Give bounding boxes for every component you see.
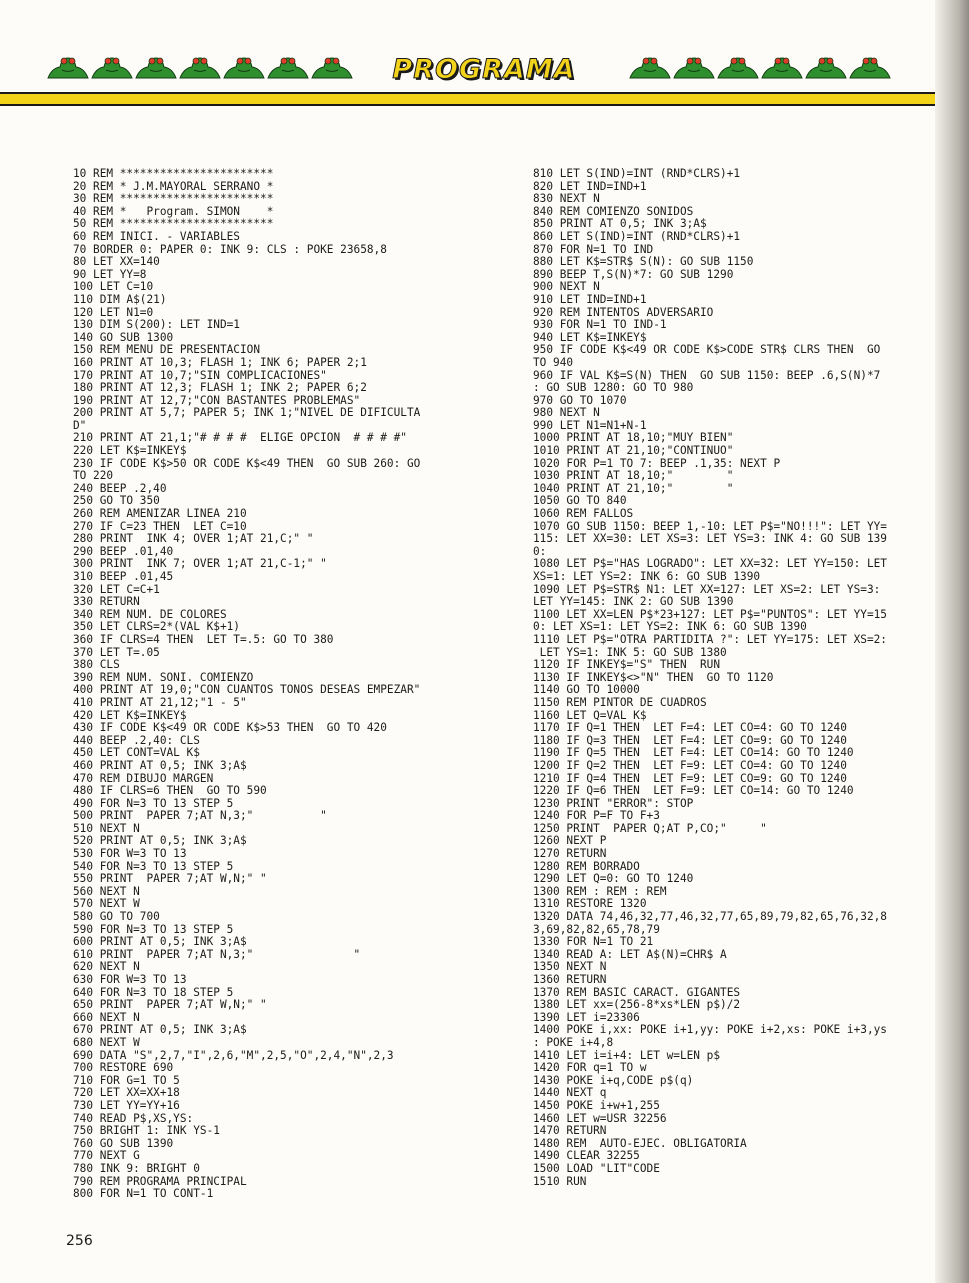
code-line: 550 PRINT PAPER 7;AT W,N;" " (73, 872, 267, 886)
code-line: 1050 GO TO 840 (533, 494, 627, 508)
code-line: 240 BEEP .2,40 (73, 481, 167, 495)
code-line: 940 LET K$=INKEY$ (533, 330, 647, 344)
frog-icon (628, 52, 672, 80)
code-line: 930 FOR N=1 TO IND-1 (533, 318, 667, 332)
code-line: 1140 GO TO 10000 (533, 683, 640, 697)
code-line: 1210 IF Q=4 THEN LET F=9: LET CO=9: GO TO 1240 (533, 771, 847, 785)
code-line: 1070 GO SUB 1150: BEEP 1,-10: LET P$="NO!!!": LET YY= (533, 519, 887, 533)
code-line: 380 CLS (73, 658, 120, 672)
page-number: 256 (66, 1233, 93, 1249)
code-line: 820 LET IND=IND+1 (533, 179, 647, 193)
frog-icon (266, 52, 310, 80)
code-line: 530 FOR W=3 TO 13 (73, 847, 187, 861)
code-line: 1330 FOR N=1 TO 21 (533, 935, 654, 949)
code-line: 1030 PRINT AT 18,10;" " (533, 469, 734, 483)
code-line: 140 GO SUB 1300 (73, 330, 174, 344)
code-line: 1490 CLEAR 32255 (533, 1149, 640, 1163)
code-line: 730 LET YY=YY+16 (73, 1098, 180, 1112)
code-line: 370 LET T=.05 (73, 645, 160, 659)
code-line: 1360 RETURN (533, 973, 607, 986)
code-line: 1430 POKE i+q,CODE p$(q) (533, 1073, 694, 1087)
code-listing-right (533, 168, 887, 1188)
code-line: 470 REM DIBUJO MARGEN (73, 771, 214, 785)
code-line: 1480 REM AUTO-EJEC. OBLIGATORIA (533, 1136, 747, 1150)
code-line: 80 LET XX=140 (73, 255, 160, 269)
code-line: 1460 LET w=USR 32256 (533, 1111, 667, 1125)
code-line: 360 IF CLRS=4 THEN LET T=.5: GO TO 380 (73, 632, 334, 646)
code-line: LET YS=1: INK 5: GO SUB 1380 (533, 645, 727, 659)
code-line: 40 REM * Program. SIMON * (73, 204, 274, 218)
code-line: 640 FOR N=3 TO 18 STEP 5 (73, 985, 234, 999)
code-line: 1370 REM BASIC CARACT. GIGANTES (533, 985, 741, 999)
code-line: 1280 REM BORRADO (533, 859, 640, 873)
code-line: 920 REM INTENTOS ADVERSARIO (533, 305, 714, 319)
code-line: 700 RESTORE 690 (73, 1061, 174, 1075)
code-line: 780 INK 9: BRIGHT 0 (73, 1161, 200, 1175)
code-line: 510 NEXT N (73, 821, 140, 835)
code-line: 420 LET K$=INKEY$ (73, 708, 187, 722)
code-line: 540 FOR N=3 TO 13 STEP 5 (73, 859, 234, 873)
code-line: LET YY=145: INK 2: GO SUB 1390 (533, 595, 734, 609)
code-line: 980 NEXT N (533, 406, 600, 420)
code-line: 70 BORDER 0: PAPER 0: INK 9: CLS : POKE 23658,8 (73, 242, 387, 256)
code-line: 280 PRINT INK 4; OVER 1;AT 21,C;" " (73, 532, 314, 546)
frog-row-left (46, 52, 354, 80)
code-line: 390 REM NUM. SONI. COMIENZO (73, 670, 254, 684)
code-line: 100 LET C=10 (73, 280, 154, 294)
code-line: 1500 LOAD "LIT"CODE (533, 1161, 660, 1175)
code-line: 810 LET S(IND)=INT (RND*CLRS)+1 (533, 167, 741, 180)
code-line: 1060 REM FALLOS (533, 507, 634, 521)
code-line: 130 DIM S(200): LET IND=1 (73, 318, 240, 332)
code-line: D" (73, 418, 87, 432)
code-line: 1340 READ A: LET A$(N)=CHR$ A (533, 947, 727, 961)
frog-icon (716, 52, 760, 80)
code-line: 1230 PRINT "ERROR": STOP (533, 796, 694, 810)
code-line: TO 940 (533, 355, 574, 369)
code-line: 210 PRINT AT 21,1;"# # # # ELIGE OPCION # # # #" (73, 431, 407, 445)
code-line: 10 REM *********************** (73, 167, 274, 180)
code-line: 1250 PRINT PAPER Q;AT P,CO;" " (533, 821, 767, 835)
code-line: 750 BRIGHT 1: INK YS-1 (73, 1124, 220, 1138)
code-line: 30 REM *********************** (73, 192, 274, 206)
code-line: 1510 RUN (533, 1174, 587, 1188)
code-line: 150 REM MENU DE PRESENTACION (73, 343, 261, 357)
code-line: 740 READ P$,XS,YS: (73, 1111, 194, 1125)
code-line: 1180 IF Q=3 THEN LET F=4: LET CO=9: GO TO 1240 (533, 733, 847, 747)
code-line: 560 NEXT N (73, 884, 140, 898)
code-line: 320 LET C=C+1 (73, 582, 160, 596)
code-line: 310 BEEP .01,45 (73, 570, 174, 583)
code-line: 1010 PRINT AT 21,10;"CONTINUO" (533, 444, 734, 458)
code-line: 790 REM PROGRAMA PRINCIPAL (73, 1174, 247, 1188)
code-line: 490 FOR N=3 TO 13 STEP 5 (73, 796, 234, 810)
code-line: 1020 FOR P=1 TO 7: BEEP .1,35: NEXT P (533, 456, 781, 470)
frog-icon (848, 52, 892, 80)
programa-logo: PROGRAMA (392, 53, 576, 85)
code-line: 1270 RETURN (533, 847, 607, 861)
code-line: 890 BEEP T,S(N)*7: GO SUB 1290 (533, 267, 734, 281)
code-line: 1000 PRINT AT 18,10;"MUY BIEN" (533, 431, 734, 445)
code-line: 340 REM NUM. DE COLORES (73, 607, 227, 621)
code-line: 950 IF CODE K$<49 OR CODE K$>CODE STR$ CLRS THEN GO (533, 343, 881, 357)
code-line: 1450 POKE i+w+1,255 (533, 1098, 660, 1112)
code-line: 830 NEXT N (533, 192, 600, 206)
code-line: 620 NEXT N (73, 960, 140, 974)
code-line: 990 LET N1=N1+N-1 (533, 418, 647, 432)
code-line: 1220 IF Q=6 THEN LET F=9: LET CO=14: GO TO 1240 (533, 784, 854, 798)
code-line: 480 IF CLRS=6 THEN GO TO 590 (73, 784, 267, 798)
code-line: 500 PRINT PAPER 7;AT N,3;" " (73, 809, 327, 823)
code-line: 170 PRINT AT 10,7;"SIN COMPLICACIONES" (73, 368, 327, 382)
code-line: 330 RETURN (73, 595, 140, 609)
code-line: 760 GO SUB 1390 (73, 1136, 174, 1150)
code-line: 110 DIM A$(21) (73, 292, 167, 306)
code-line: 1200 IF Q=2 THEN LET F=9: LET CO=4: GO TO 1240 (533, 758, 847, 772)
code-line: 1080 LET P$="HAS LOGRADO": LET XX=32: LET YY=150: LET (533, 557, 887, 571)
code-line: 230 IF CODE K$>50 OR CODE K$<49 THEN GO SUB 260: GO (73, 456, 421, 470)
code-line: 630 FOR W=3 TO 13 (73, 973, 187, 986)
code-line: 1110 LET P$="OTRA PARTIDITA ?": LET YY=175: LET XS=2: (533, 632, 887, 646)
code-line: 0: (533, 544, 547, 558)
code-line: 860 LET S(IND)=INT (RND*CLRS)+1 (533, 229, 741, 243)
code-line: 200 PRINT AT 5,7; PAPER 5; INK 1;"NIVEL DE DIFICULTA (73, 406, 421, 420)
frog-icon (134, 52, 178, 80)
frog-icon (90, 52, 134, 80)
frog-icon (804, 52, 848, 80)
frog-icon (310, 52, 354, 80)
code-line: 1320 DATA 74,46,32,77,46,32,77,65,89,79,82,65,76,32,8 (533, 910, 887, 924)
code-line: 850 PRINT AT 0,5; INK 3;A$ (533, 217, 707, 231)
code-line: TO 220 (73, 469, 114, 483)
code-line: 50 REM *********************** (73, 217, 274, 231)
code-line: 570 NEXT W (73, 897, 140, 911)
code-line: 710 FOR G=1 TO 5 (73, 1073, 180, 1087)
code-line: 250 GO TO 350 (73, 494, 160, 508)
frog-icon (178, 52, 222, 80)
code-line: 1170 IF Q=1 THEN LET F=4: LET CO=4: GO TO 1240 (533, 721, 847, 735)
code-line: 1410 LET i=i+4: LET w=LEN p$ (533, 1048, 721, 1062)
code-line: 1150 REM PINTOR DE CUADROS (533, 695, 707, 709)
code-line: 220 LET K$=INKEY$ (73, 444, 187, 458)
code-line: 1420 FOR q=1 TO w (533, 1061, 647, 1075)
code-line: 60 REM INICI. - VARIABLES (73, 229, 240, 243)
code-line: 260 REM AMENIZAR LINEA 210 (73, 507, 247, 521)
code-line: 20 REM * J.M.MAYORAL SERRANO * (73, 179, 274, 193)
code-line: 350 LET CLRS=2*(VAL K$+1) (73, 620, 240, 634)
frog-icon (760, 52, 804, 80)
code-line: 300 PRINT INK 7; OVER 1;AT 21,C-1;" " (73, 557, 327, 571)
code-listing-left (73, 168, 420, 1201)
code-line: 1400 POKE i,xx: POKE i+1,yy: POKE i+2,xs: POKE i+3,ys (533, 1023, 887, 1037)
code-line: 720 LET XX=XX+18 (73, 1086, 180, 1100)
code-line: 690 DATA "S",2,7,"I",2,6,"M",2,5,"O",2,4,"N",2,3 (73, 1048, 394, 1062)
code-line: 1300 REM : REM : REM (533, 884, 667, 898)
header-divider-bar (0, 92, 935, 106)
code-line: 0: LET XS=1: LET YS=2: INK 6: GO SUB 1390 (533, 620, 807, 634)
code-line: 670 PRINT AT 0,5; INK 3;A$ (73, 1023, 247, 1037)
code-line: 910 LET IND=IND+1 (533, 292, 647, 306)
code-line: 1190 IF Q=5 THEN LET F=4: LET CO=14: GO TO 1240 (533, 746, 854, 760)
code-line: : POKE i+4,8 (533, 1035, 614, 1049)
code-line: 1260 NEXT P (533, 834, 607, 848)
code-line: 1290 LET Q=0: GO TO 1240 (533, 872, 694, 886)
code-line: 880 LET K$=STR$ S(N): GO SUB 1150 (533, 255, 754, 269)
code-line: 1440 NEXT q (533, 1086, 607, 1100)
code-line: 1350 NEXT N (533, 960, 607, 974)
code-line: 160 PRINT AT 10,3; FLASH 1; INK 6; PAPER 2;1 (73, 355, 367, 369)
code-line: 900 NEXT N (533, 280, 600, 294)
code-line: 430 IF CODE K$<49 OR CODE K$>53 THEN GO TO 420 (73, 721, 387, 735)
frog-icon (672, 52, 716, 80)
code-line: 270 IF C=23 THEN LET C=10 (73, 519, 247, 533)
frog-icon (46, 52, 90, 80)
code-line: 1130 IF INKEY$<>"N" THEN GO TO 1120 (533, 670, 774, 684)
code-line: 650 PRINT PAPER 7;AT W,N;" " (73, 998, 267, 1012)
code-line: 870 FOR N=1 TO IND (533, 242, 654, 256)
frog-icon (222, 52, 266, 80)
code-line: 660 NEXT N (73, 1010, 140, 1024)
code-line: 520 PRINT AT 0,5; INK 3;A$ (73, 834, 247, 848)
code-line: 1090 LET P$=STR$ N1: LET XX=127: LET XS=2: LET YS=3: (533, 582, 881, 596)
code-line: 1100 LET XX=LEN P$*23+127: LET P$="PUNTOS": LET YY=15 (533, 607, 887, 621)
page-header (0, 52, 935, 107)
code-line: 400 PRINT AT 19,0;"CON CUANTOS TONOS DESEAS EMPEZAR" (73, 683, 421, 697)
code-line: 1160 LET Q=VAL K$ (533, 708, 647, 722)
code-line: 770 NEXT G (73, 1149, 140, 1163)
code-line: 120 LET N1=0 (73, 305, 154, 319)
code-line: 115: LET XX=30: LET XS=3: LET YS=3: INK 4: GO SUB 139 (533, 532, 887, 546)
code-line: 1120 IF INKEY$="S" THEN RUN (533, 658, 721, 672)
code-line: 800 FOR N=1 TO CONT-1 (73, 1187, 214, 1201)
code-line: 290 BEEP .01,40 (73, 544, 174, 558)
page-gutter-shadow (935, 0, 969, 1283)
code-line: 580 GO TO 700 (73, 910, 160, 924)
code-line: 610 PRINT PAPER 7;AT N,3;" " (73, 947, 361, 961)
code-line: 1040 PRINT AT 21,10;" " (533, 481, 734, 495)
code-line: : GO SUB 1280: GO TO 980 (533, 381, 694, 395)
frog-row-right (628, 52, 892, 80)
code-line: 1390 LET i=23306 (533, 1010, 640, 1024)
code-line: 460 PRINT AT 0,5; INK 3;A$ (73, 758, 247, 772)
code-line: 440 BEEP .2,40: CLS (73, 733, 200, 747)
code-line: 680 NEXT W (73, 1035, 140, 1049)
code-line: 970 GO TO 1070 (533, 393, 627, 407)
code-line: 960 IF VAL K$=S(N) THEN GO SUB 1150: BEEP .6,S(N)*7 (533, 368, 881, 382)
code-line: 180 PRINT AT 12,3; FLASH 1; INK 2; PAPER 6;2 (73, 381, 367, 395)
code-line: 410 PRINT AT 21,12;"1 - 5" (73, 695, 247, 709)
code-line: 1240 FOR P=F TO F+3 (533, 809, 660, 823)
code-line: 590 FOR N=3 TO 13 STEP 5 (73, 922, 234, 936)
code-line: 190 PRINT AT 12,7;"CON BASTANTES PROBLEMAS" (73, 393, 361, 407)
code-line: 90 LET YY=8 (73, 267, 147, 281)
code-line: 1310 RESTORE 1320 (533, 897, 647, 911)
code-line: 1380 LET xx=(256-8*xs*LEN p$)/2 (533, 998, 741, 1012)
code-line: 840 REM COMIENZO SONIDOS (533, 204, 694, 218)
code-line: 1470 RETURN (533, 1124, 607, 1138)
code-line: 600 PRINT AT 0,5; INK 3;A$ (73, 935, 247, 949)
code-line: 450 LET CONT=VAL K$ (73, 746, 200, 760)
code-line: 3,69,82,82,65,78,79 (533, 922, 660, 936)
code-line: XS=1: LET YS=2: INK 6: GO SUB 1390 (533, 570, 761, 583)
